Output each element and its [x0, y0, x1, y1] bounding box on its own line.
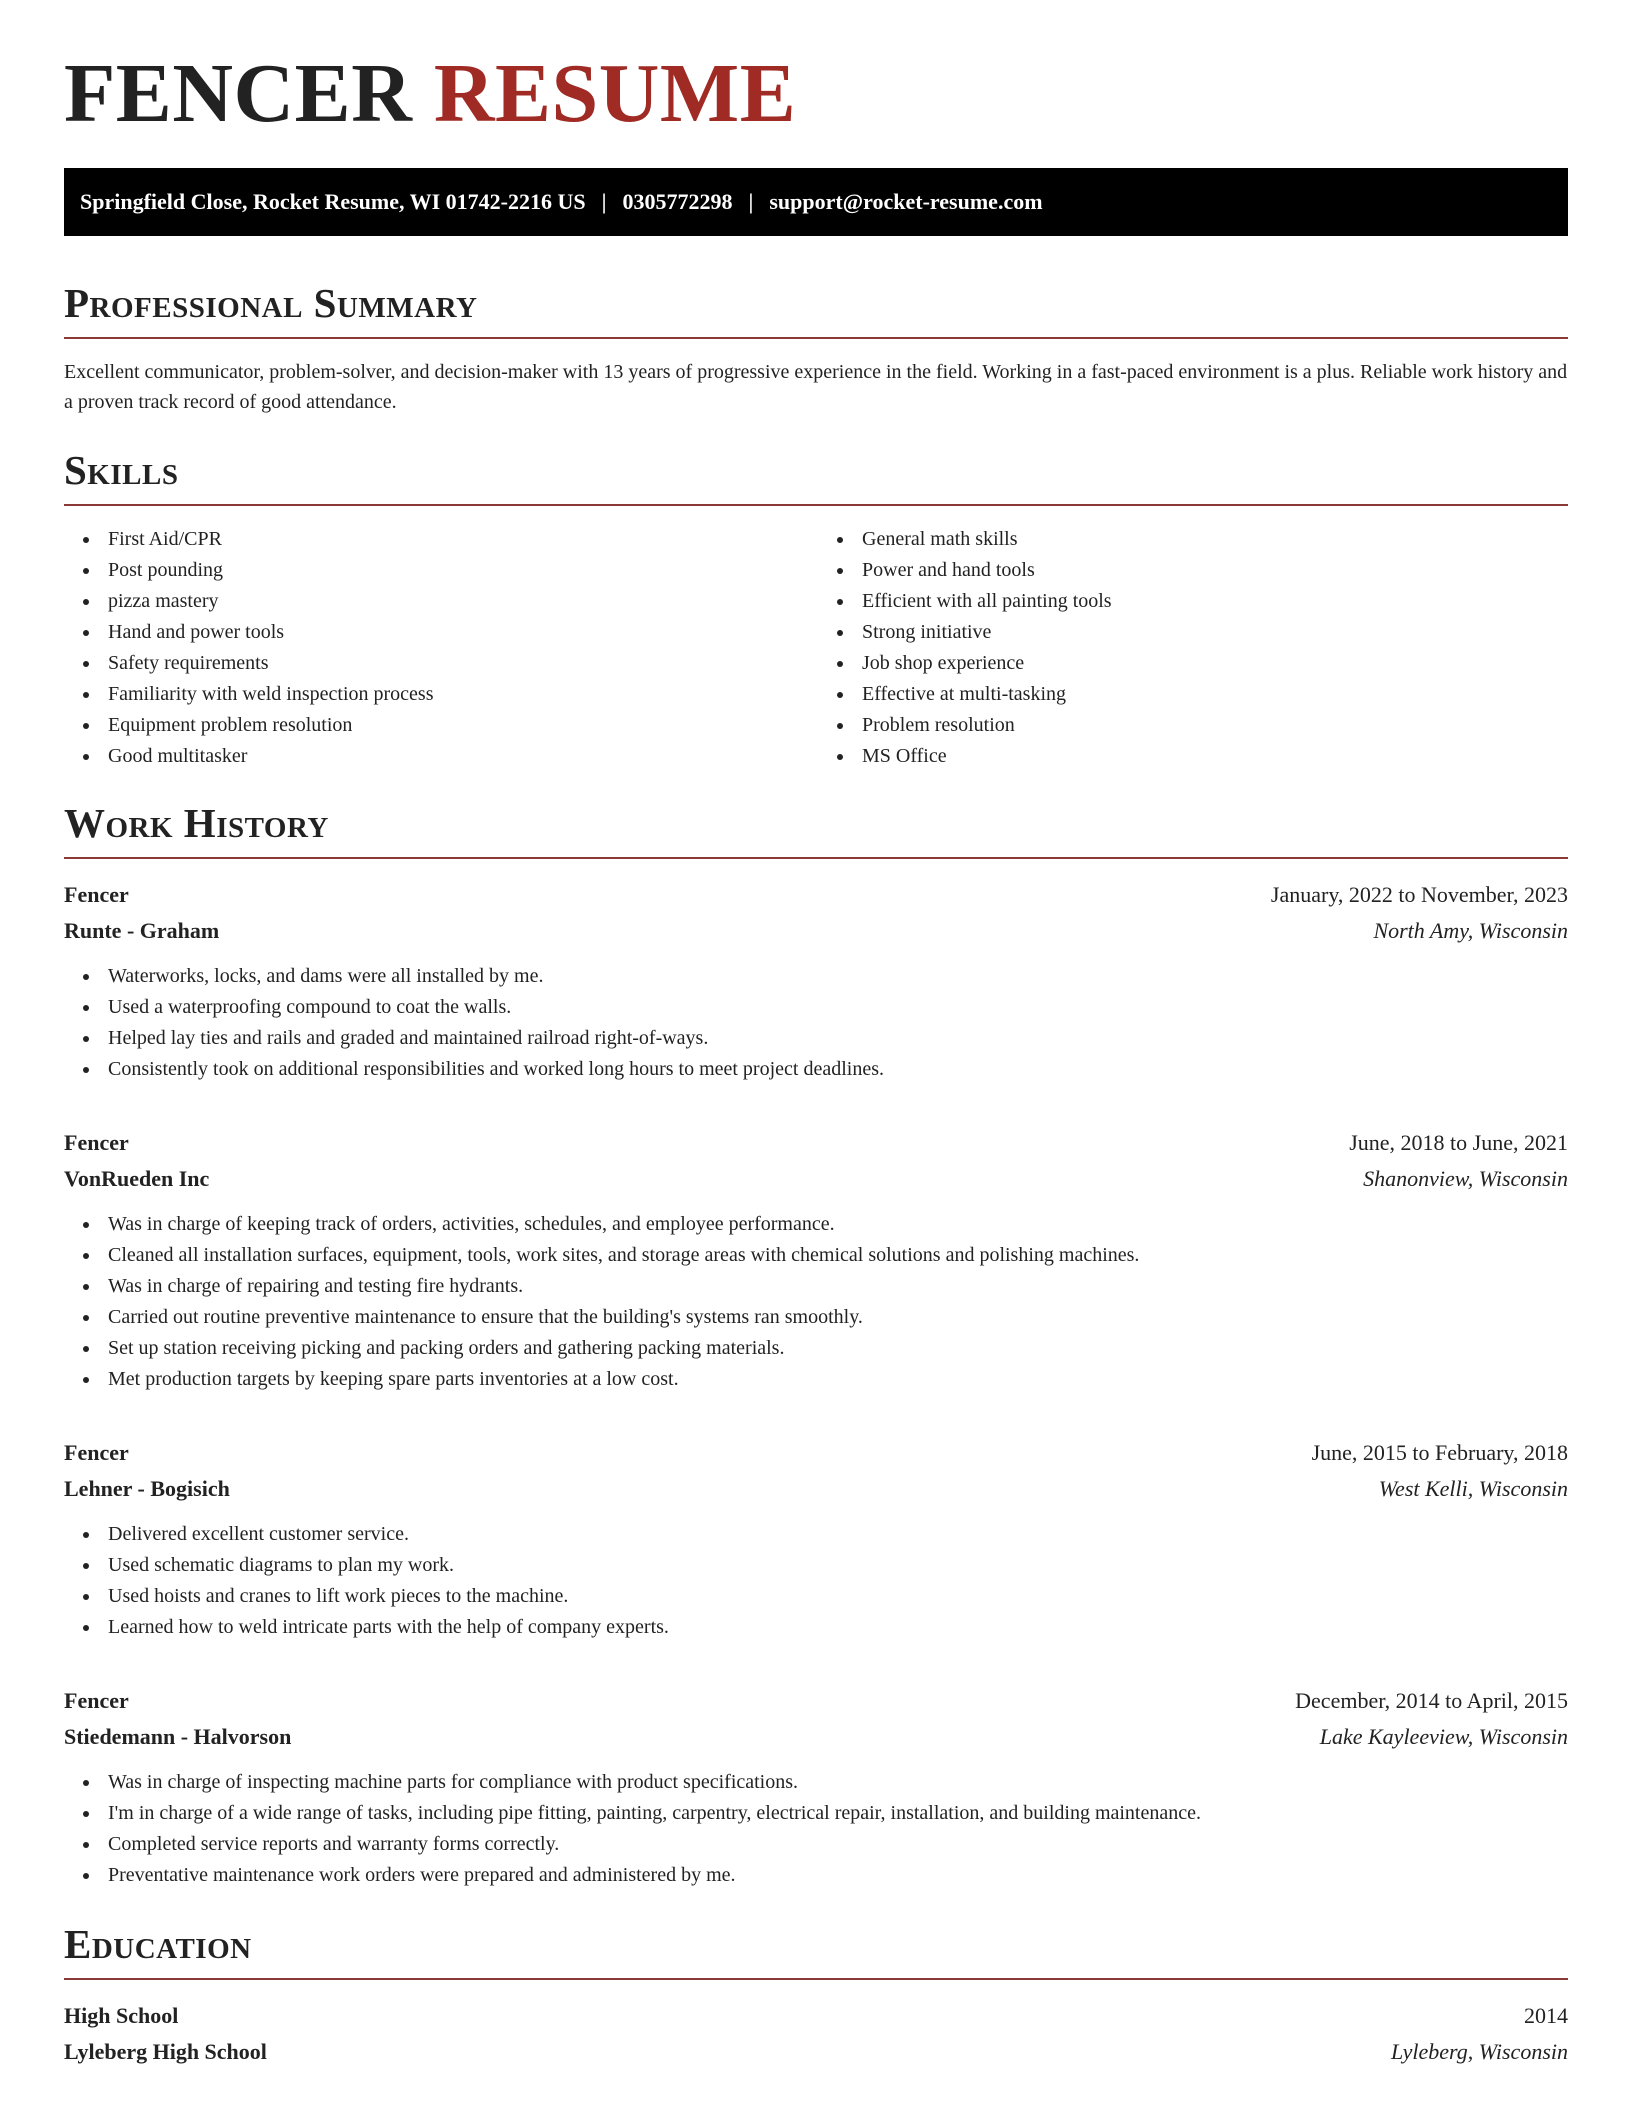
job-bullet: Was in charge of inspecting machine parts for compliance with product specifications. — [64, 1767, 1568, 1798]
title-first-word: FENCER — [64, 47, 413, 140]
job-bullet: Used a waterproofing compound to coat the walls. — [64, 992, 1568, 1023]
job-bullet: Set up station receiving picking and packing orders and gathering packing materials. — [64, 1333, 1568, 1364]
job-bullet: Used hoists and cranes to lift work pieces to the machine. — [64, 1581, 1568, 1612]
job-bullet: Carried out routine preventive maintenance to ensure that the building's systems ran smoothly. — [64, 1302, 1568, 1333]
job-bullet: I'm in charge of a wide range of tasks, including pipe fitting, painting, carpentry, electrical repair, installation, and building maintenance. — [64, 1798, 1568, 1829]
job-bullet: Helped lay ties and rails and graded and maintained railroad right-of-ways. — [64, 1023, 1568, 1054]
job-location: West Kelli, Wisconsin — [1378, 1476, 1568, 1502]
skill-item: Equipment problem resolution — [64, 710, 814, 741]
skill-item: Strong initiative — [818, 617, 1568, 648]
skills-left-column — [64, 524, 814, 772]
job-bullet: Completed service reports and warranty forms correctly. — [64, 1829, 1568, 1860]
work-history-heading: Work History — [64, 802, 1568, 859]
job-title: Fencer — [64, 1440, 129, 1466]
contact-bar — [64, 168, 1568, 236]
contact-address: Springfield Close, Rocket Resume, WI 01742-2216 US — [80, 189, 586, 214]
job-bullet-list — [64, 1209, 1568, 1395]
job-row — [64, 1719, 1568, 1755]
education-heading: Education — [64, 1923, 1568, 1980]
education-degree: High School — [64, 2003, 179, 2029]
job-row — [64, 1161, 1568, 1197]
job-row — [64, 1683, 1568, 1719]
job-bullet: Learned how to weld intricate parts with the help of company experts. — [64, 1612, 1568, 1643]
education-year: 2014 — [1524, 2003, 1568, 2029]
job-location: Lake Kayleeview, Wisconsin — [1319, 1724, 1568, 1750]
skill-item: Effective at multi-tasking — [818, 679, 1568, 710]
job-employer: Stiedemann - Halvorson — [64, 1724, 292, 1750]
skill-item: Efficient with all painting tools — [818, 586, 1568, 617]
job-bullet: Was in charge of repairing and testing fire hydrants. — [64, 1271, 1568, 1302]
education-entry — [64, 1998, 1568, 2070]
job-location: North Amy, Wisconsin — [1373, 918, 1568, 944]
skill-item: pizza mastery — [64, 586, 814, 617]
job-row — [64, 913, 1568, 949]
skills-right-column — [814, 524, 1568, 772]
work-history-section — [64, 802, 1568, 1891]
job-dates: June, 2018 to June, 2021 — [1349, 1130, 1568, 1156]
skills-section — [64, 449, 1568, 772]
job-row — [64, 1125, 1568, 1161]
resume-title — [64, 47, 1568, 140]
title-last-word: RESUME — [433, 47, 797, 140]
job-bullet: Used schematic diagrams to plan my work. — [64, 1550, 1568, 1581]
contact-separator: | — [748, 189, 754, 214]
skill-item: General math skills — [818, 524, 1568, 555]
job-row — [64, 1471, 1568, 1507]
skill-item: Power and hand tools — [818, 555, 1568, 586]
summary-text: Excellent communicator, problem-solver, and decision-maker with 13 years of progressive experience in the field. Working in a fast-paced environment is a plus. Reliable work history and a proven track record of good attendance. — [64, 361, 1568, 414]
skill-item: Hand and power tools — [64, 617, 814, 648]
skill-item: Problem resolution — [818, 710, 1568, 741]
skill-item: Familiarity with weld inspection process — [64, 679, 814, 710]
job-row — [64, 1435, 1568, 1471]
job-entry — [64, 1683, 1568, 1891]
education-section — [64, 1923, 1568, 2070]
job-bullet: Was in charge of keeping track of orders, activities, schedules, and employee performance. — [64, 1209, 1568, 1240]
summary-section — [64, 282, 1568, 417]
job-title: Fencer — [64, 882, 129, 908]
job-bullet: Preventative maintenance work orders were prepared and administered by me. — [64, 1860, 1568, 1891]
skill-item: Job shop experience — [818, 648, 1568, 679]
contact-phone: 0305772298 — [622, 189, 733, 214]
summary-heading: Professional Summary — [64, 282, 1568, 339]
education-location: Lyleberg, Wisconsin — [1391, 2039, 1568, 2065]
skill-item: MS Office — [818, 741, 1568, 772]
skill-item: Good multitasker — [64, 741, 814, 772]
job-row — [64, 877, 1568, 913]
job-employer: Runte - Graham — [64, 918, 220, 944]
skills-heading: Skills — [64, 449, 1568, 506]
job-bullet-list — [64, 961, 1568, 1085]
job-dates: December, 2014 to April, 2015 — [1295, 1688, 1568, 1714]
education-school: Lyleberg High School — [64, 2039, 267, 2065]
job-bullet-list — [64, 1767, 1568, 1891]
job-bullet: Waterworks, locks, and dams were all installed by me. — [64, 961, 1568, 992]
job-employer: VonRueden Inc — [64, 1166, 210, 1192]
job-title: Fencer — [64, 1130, 129, 1156]
job-title: Fencer — [64, 1688, 129, 1714]
contact-email: support@rocket-resume.com — [769, 189, 1043, 214]
job-bullet: Met production targets by keeping spare parts inventories at a low cost. — [64, 1364, 1568, 1395]
job-entry — [64, 877, 1568, 1085]
education-row — [64, 2034, 1568, 2070]
job-dates: January, 2022 to November, 2023 — [1270, 882, 1568, 908]
job-bullet: Consistently took on additional responsibilities and worked long hours to meet project deadlines. — [64, 1054, 1568, 1085]
job-dates: June, 2015 to February, 2018 — [1311, 1440, 1568, 1466]
job-entry — [64, 1435, 1568, 1643]
job-employer: Lehner - Bogisich — [64, 1476, 230, 1502]
education-row — [64, 1998, 1568, 2034]
skill-item: First Aid/CPR — [64, 524, 814, 555]
contact-separator: | — [601, 189, 607, 214]
job-location: Shanonview, Wisconsin — [1363, 1166, 1568, 1192]
job-bullet: Cleaned all installation surfaces, equipment, tools, work sites, and storage areas with chemical solutions and polishing machines. — [64, 1240, 1568, 1271]
job-entry — [64, 1125, 1568, 1395]
skill-item: Safety requirements — [64, 648, 814, 679]
job-bullet: Delivered excellent customer service. — [64, 1519, 1568, 1550]
skills-grid — [64, 524, 1568, 772]
skill-item: Post pounding — [64, 555, 814, 586]
job-bullet-list — [64, 1519, 1568, 1643]
job-list — [64, 877, 1568, 1891]
